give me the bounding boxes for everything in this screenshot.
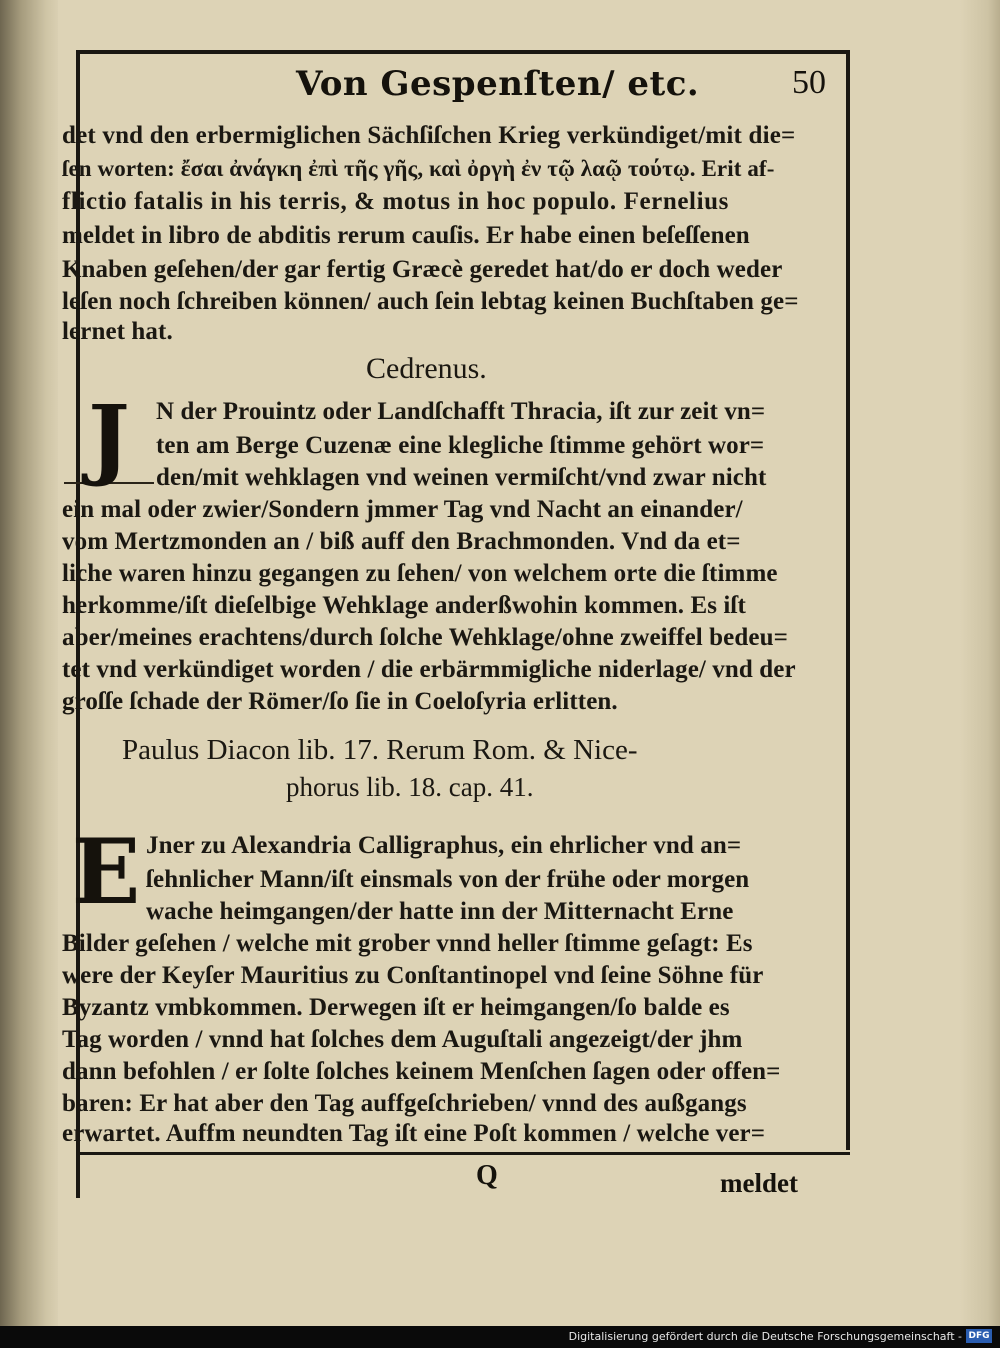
text-line: flictio fatalis in his terris, & motus in hoc populo. Fernelius [62, 188, 729, 215]
text-line: ſehnlicher Mann/iſt einsmals von der frühe oder morgen [146, 866, 750, 893]
text-line: wache heimgangen/der hatte inn der Mitternacht Erne [146, 898, 734, 925]
text-line: vom Mertzmonden an / biß auff den Brachmonden. Vnd da et= [62, 528, 741, 555]
frame-rule-bottom [78, 1152, 850, 1155]
text-line: ſen worten: ἔσαι ἀνάγκη ἐπὶ τῆς γῆς, καὶ ὀργὴ ἐν τῷ λαῷ τούτῳ. Erit af- [62, 156, 775, 181]
text-line: Byzantz vmbkommen. Derwegen iſt er heimgangen/ſo balde es [62, 994, 730, 1021]
text-line: leſen noch ſchreiben können/ auch ſein lebtag keinen Buchſtaben ge= [62, 288, 799, 315]
text-line: Jner zu Alexandria Calligraphus, ein ehrlicher vnd an= [146, 832, 742, 859]
section-heading-paulus: Paulus Diacon lib. 17. Rerum Rom. & Nice- [122, 734, 638, 766]
text-line: herkomme/iſt dieſelbige Wehklage anderßwohin kommen. Es iſt [62, 592, 746, 619]
text-line: Knaben geſehen/der gar fertig Græcè geredet hat/do er doch weder [62, 256, 783, 283]
running-title: Von Gespenſten/ etc. [296, 64, 700, 104]
dfg-logo: DFG [966, 1329, 992, 1343]
text-line: det vnd den erbermiglichen Sächſiſchen Krieg verkündiget/mit die= [62, 122, 796, 149]
text-line: meldet in libro de abditis rerum cauſis. Er habe einen beſeſſenen [62, 222, 750, 249]
section-heading-cedrenus: Cedrenus. [366, 352, 487, 385]
page-number: 50 [792, 64, 826, 101]
text-line: ein mal oder zwier/Sondern jmmer Tag vnd Nacht an einander/ [62, 496, 743, 523]
text-line: baren: Er hat aber den Tag auffgeſchrieben/ vnnd des außgangs [62, 1090, 747, 1117]
text-line: ten am Berge Cuzenæ eine klegliche ſtimme gehört wor= [156, 432, 765, 459]
text-line: tet vnd verkündiget worden / die erbärmmigliche niderlage/ vnd der [62, 656, 796, 683]
text-line: groſſe ſchade der Römer/ſo ſie in Coeloſyria erlitten. [62, 688, 618, 715]
page-edge [960, 0, 1000, 1326]
catchword: meldet [720, 1168, 798, 1198]
text-line: liche waren hinzu gegangen zu ſehen/ von welchem orte die ſtimme [62, 560, 778, 587]
frame-rule-top [78, 50, 850, 54]
text-line: lernet hat. [62, 318, 173, 345]
page-gutter [0, 0, 58, 1326]
text-line: erwartet. Auffm neundten Tag iſt eine Poſt kommen / welche ver= [62, 1120, 766, 1147]
text-line: aber/meines erachtens/durch ſolche Wehklage/ohne zweiffel bedeu= [62, 624, 788, 651]
section-heading-paulus-cont: phorus lib. 18. cap. 41. [286, 772, 534, 802]
text-line: were der Keyſer Mauritius zu Conſtantinopel vnd ſeine Söhne für [62, 962, 764, 989]
text-line: Bilder geſehen / welche mit grober vnnd heller ſtimme geſagt: Es [62, 930, 753, 957]
text-line: N der Prouintz oder Landſchafft Thracia, iſt zur zeit vn= [156, 398, 766, 425]
text-line: dann befohlen / er ſolte ſolches keinem Menſchen ſagen oder offen= [62, 1058, 781, 1085]
funding-credit: Digitalisierung gefördert durch die Deutsche Forschungsgemeinschaft - [568, 1330, 962, 1343]
decorated-initial-j: J [64, 392, 154, 484]
frame-rule-right [846, 50, 850, 1150]
decorated-initial-e: E [71, 819, 141, 925]
text-line: Tag worden / vnnd hat ſolches dem Auguſtali angezeigt/der jhm [62, 1026, 743, 1053]
text-line: den/mit wehklagen vnd weinen vermiſcht/vnd zwar nicht [156, 464, 767, 491]
signature-mark: Q [476, 1160, 498, 1191]
